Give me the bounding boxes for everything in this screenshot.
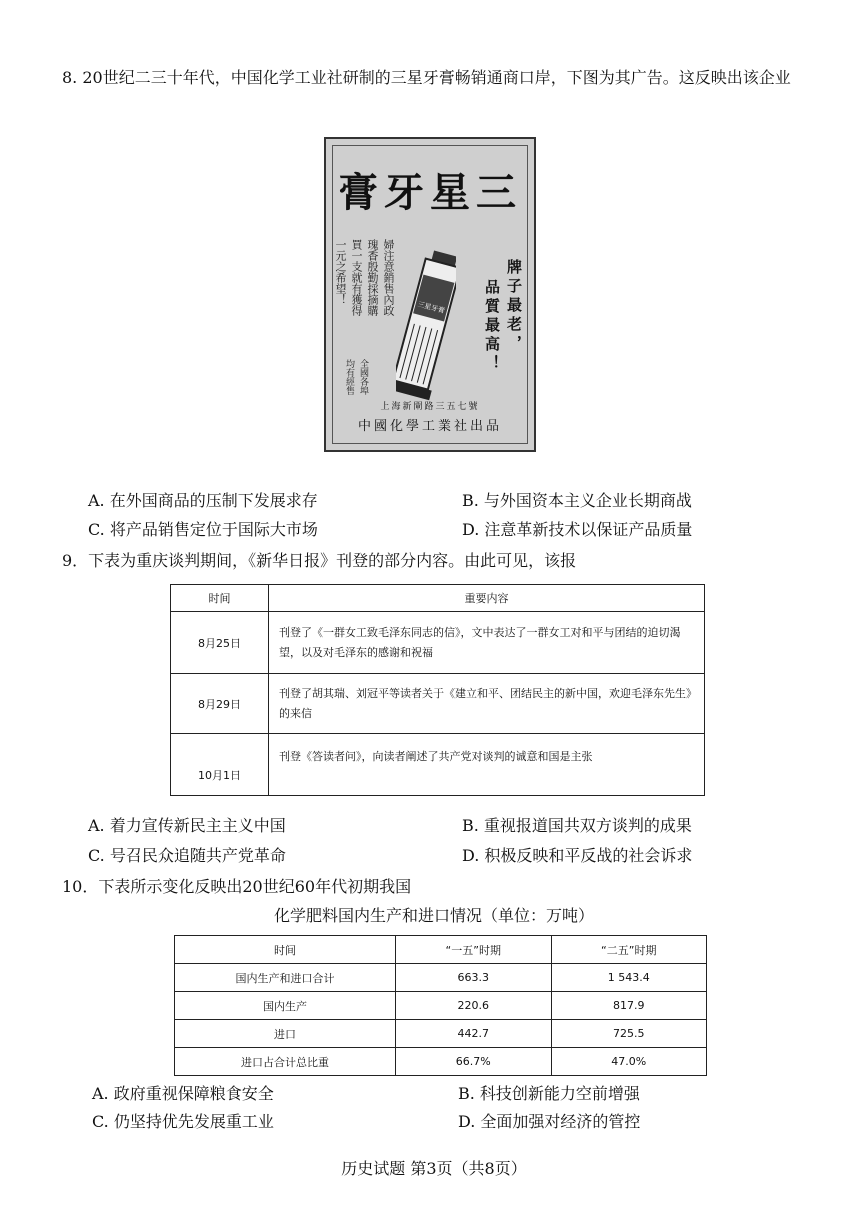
q10-cell-value: 817.9: [551, 992, 707, 1020]
q10-cell-value: 442.7: [396, 1020, 552, 1048]
ad-slogan-2: 品質最高！: [483, 279, 501, 374]
q9-option-c[interactable]: C. 号召民众追随共产党革命: [88, 846, 286, 865]
q8-option-a[interactable]: A. 在外国商品的压制下发展求存: [88, 491, 318, 510]
table-row: [175, 1020, 707, 1048]
q10-cell-value: 1 543.4: [551, 964, 707, 992]
q9-row-date: 10月1日: [171, 734, 269, 796]
q10-row-label: 国内生产和进口合计: [175, 964, 396, 992]
toothpaste-tube-illustration: [396, 247, 456, 407]
q10-option-c[interactable]: C. 仍坚持优先发展重工业: [92, 1112, 274, 1131]
q9-header-time: 时间: [171, 585, 269, 612]
ad-small-1: 全國各埠: [358, 359, 368, 395]
page-footer: 历史试题 第3页（共8页）: [341, 1159, 527, 1178]
ad-col-2: 瑰香殷勤採摘購: [366, 239, 379, 316]
ad-small-2: 均有經售: [344, 359, 354, 395]
q10-option-b[interactable]: B. 科技创新能力空前增强: [458, 1084, 640, 1103]
q10-table-caption: 化学肥料国内生产和进口情况（单位：万吨）: [273, 906, 594, 925]
q9-option-b[interactable]: B. 重视报道国共双方谈判的成果: [462, 816, 692, 835]
q9-row-content: 刊登《答读者问》，向读者阐述了共产党对谈判的诚意和国是主张: [269, 734, 705, 796]
q9-header-content: 重要内容: [269, 585, 705, 612]
q9-option-d[interactable]: D. 积极反映和平反战的社会诉求: [462, 846, 693, 865]
q9-row-date: 8月29日: [171, 674, 269, 734]
q10-row-label: 国内生产: [175, 992, 396, 1020]
q10-cell-value: 725.5: [551, 1020, 707, 1048]
ad-col-1: 婦注意銷售內政: [382, 239, 395, 316]
q9-table: [170, 584, 705, 796]
table-row: [175, 1048, 707, 1076]
q8-option-b[interactable]: B. 与外国资本主义企业长期商战: [462, 491, 692, 510]
q10-cell-value: 66.7%: [396, 1048, 552, 1076]
ad-title: 膏牙星三: [338, 169, 522, 216]
q10-cell-value: 663.3: [396, 964, 552, 992]
ad-col-4: 一元之希望！: [334, 239, 347, 305]
q9-row-content: 刊登了《一群女工致毛泽东同志的信》，文中表达了一群女工对和平与团结的迫切渴望，以及对毛泽东的感谢和祝福: [269, 612, 705, 674]
ad-address: 上海新閘路三五七號: [380, 402, 480, 412]
table-row: [175, 992, 707, 1020]
q10-cell-value: 220.6: [396, 992, 552, 1020]
q9-row-date: 8月25日: [171, 612, 269, 674]
q10-row-label: 进口占合计总比重: [175, 1048, 396, 1076]
q9-row-content: 刊登了胡其瑞、刘冠平等读者关于《建立和平、团结民主的新中国，欢迎毛泽东先生》的来信: [269, 674, 705, 734]
ad-col-3: 買一支就有獲得: [350, 239, 363, 316]
q10-option-d[interactable]: D. 全面加强对经济的管控: [458, 1112, 641, 1131]
q10-option-a[interactable]: A. 政府重视保障粮食安全: [92, 1084, 274, 1103]
q10-header-period-1: “一五”时期: [396, 936, 552, 964]
table-row: [171, 734, 705, 796]
table-row: [175, 964, 707, 992]
q8-stem: 8. 20世纪二三十年代，中国化学工业社研制的三星牙膏畅销通商口岸，下图为其广告。这反映出该企业: [62, 68, 791, 87]
q9-option-a[interactable]: A. 着力宣传新民主主义中国: [88, 816, 286, 835]
table-row: [171, 674, 705, 734]
q10-header-period-2: “二五”时期: [551, 936, 707, 964]
q10-table: [174, 935, 707, 1076]
q8-option-c[interactable]: C. 将产品销售定位于国际大市场: [88, 520, 318, 539]
q10-header-time: 时间: [175, 936, 396, 964]
ad-slogan-1: 牌子最老，: [505, 259, 523, 354]
ad-maker: 中國化學工業社出品: [357, 419, 502, 434]
tube-label: 三星牙膏: [416, 300, 446, 316]
q10-row-label: 进口: [175, 1020, 396, 1048]
toothpaste-advertisement: [324, 137, 536, 452]
q9-stem: 9．下表为重庆谈判期间，《新华日报》刊登的部分内容。由此可见，该报: [62, 551, 577, 570]
q10-cell-value: 47.0%: [551, 1048, 707, 1076]
q8-option-d[interactable]: D. 注意革新技术以保证产品质量: [462, 520, 693, 539]
q10-stem: 10．下表所示变化反映出20世纪60年代初期我国: [62, 877, 412, 896]
table-row: [171, 612, 705, 674]
